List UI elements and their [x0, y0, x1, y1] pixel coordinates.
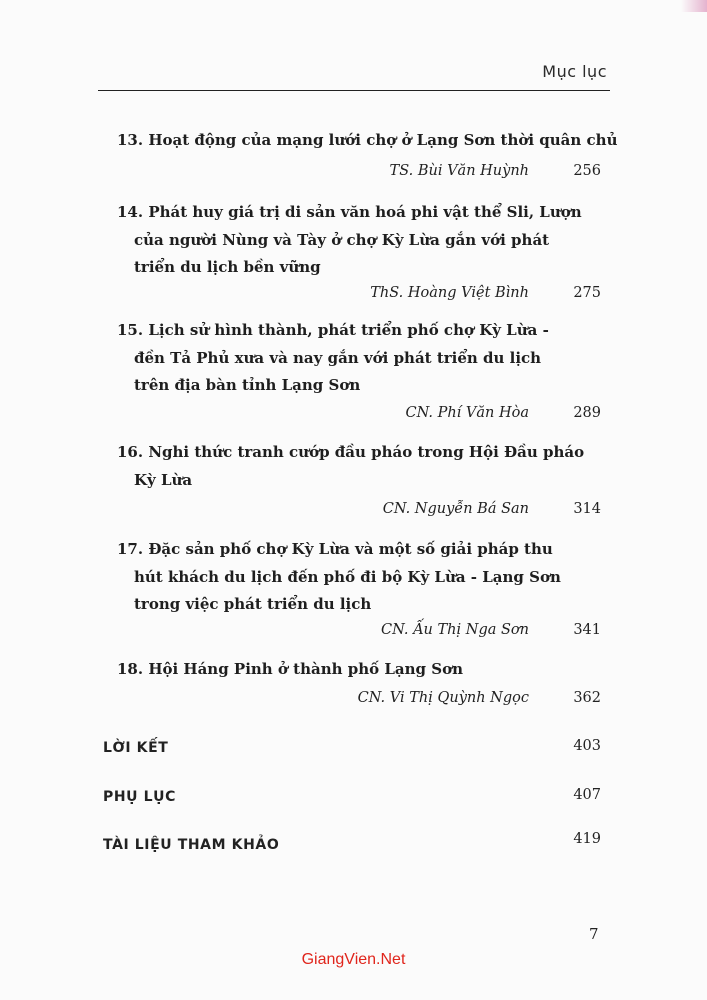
- entry-title-line: hút khách du lịch đến phố đi bộ Kỳ Lừa - Lạng Sơn: [134, 567, 561, 586]
- entry-author: CN. Nguyễn Bá San: [382, 501, 529, 517]
- entry-title-line: trong việc phát triển du lịch: [134, 595, 372, 613]
- entry-title: [117, 439, 585, 494]
- entry-title-line: của người Nùng và Tày ở chợ Kỳ Lừa gắn với phát: [134, 230, 550, 249]
- section-page-number: 403: [573, 738, 601, 754]
- entry-title-line: đền Tả Phủ xưa và nay gắn với phát triển du lịch: [134, 348, 542, 367]
- entry-title: [117, 199, 582, 282]
- entry-author: ThS. Hoàng Việt Bình: [370, 285, 529, 301]
- entry-author: CN. Ấu Thị Nga Sơn: [381, 622, 529, 638]
- entry-title-line: trên địa bàn tỉnh Lạng Sơn: [134, 376, 361, 394]
- section-page-number: 407: [573, 787, 601, 803]
- entry-title-line: 14. Phát huy giá trị di sản văn hoá phi vật thể Sli, Lượn: [117, 203, 582, 221]
- header-title: Mục lục: [542, 62, 607, 81]
- header-rule: [98, 90, 610, 91]
- entry-title: [117, 317, 557, 400]
- section-title-tai-lieu-tham-khao: TÀI LIỆU THAM KHẢO: [103, 837, 280, 853]
- entry-title-line: 16. Nghi thức tranh cướp đầu pháo trong Hội Đầu pháo: [117, 443, 585, 461]
- entry-title-line: 15. Lịch sử hình thành, phát triển phố chợ Kỳ Lừa -: [117, 321, 549, 339]
- entry-page-number: 341: [573, 622, 601, 638]
- watermark-text: GiangVien.Net: [301, 951, 406, 968]
- entry-author: CN. Phí Văn Hòa: [405, 405, 529, 421]
- entry-title-line: 17. Đặc sản phố chợ Kỳ Lừa và một số giải pháp thu: [117, 540, 553, 558]
- section-title-loi-ket: LỜI KẾT: [103, 740, 169, 756]
- entry-title: [117, 656, 557, 684]
- section-title-phu-luc: PHỤ LỤC: [103, 789, 176, 805]
- entry-author: CN. Vi Thị Quỳnh Ngọc: [357, 690, 529, 706]
- entry-title-line: triển du lịch bền vững: [134, 258, 321, 276]
- page-number: 7: [589, 925, 599, 943]
- entry-page-number: 275: [573, 285, 601, 301]
- entry-title-line: Kỳ Lừa: [134, 470, 193, 489]
- entry-page-number: 314: [573, 501, 601, 517]
- entry-title-line: 13. Hoạt động của mạng lưới chợ ở Lạng Sơn thời quân chủ: [117, 131, 618, 149]
- entry-title: [117, 127, 618, 155]
- entry-page-number: 256: [573, 163, 601, 179]
- section-page-number: 419: [573, 831, 601, 847]
- entry-author: TS. Bùi Văn Huỳnh: [389, 163, 529, 179]
- entry-title-line: 18. Hội Háng Pinh ở thành phố Lạng Sơn: [117, 660, 463, 678]
- entry-page-number: 362: [573, 690, 601, 706]
- entry-title: [117, 536, 561, 619]
- entry-page-number: 289: [573, 405, 601, 421]
- running-header: [0, 0, 707, 100]
